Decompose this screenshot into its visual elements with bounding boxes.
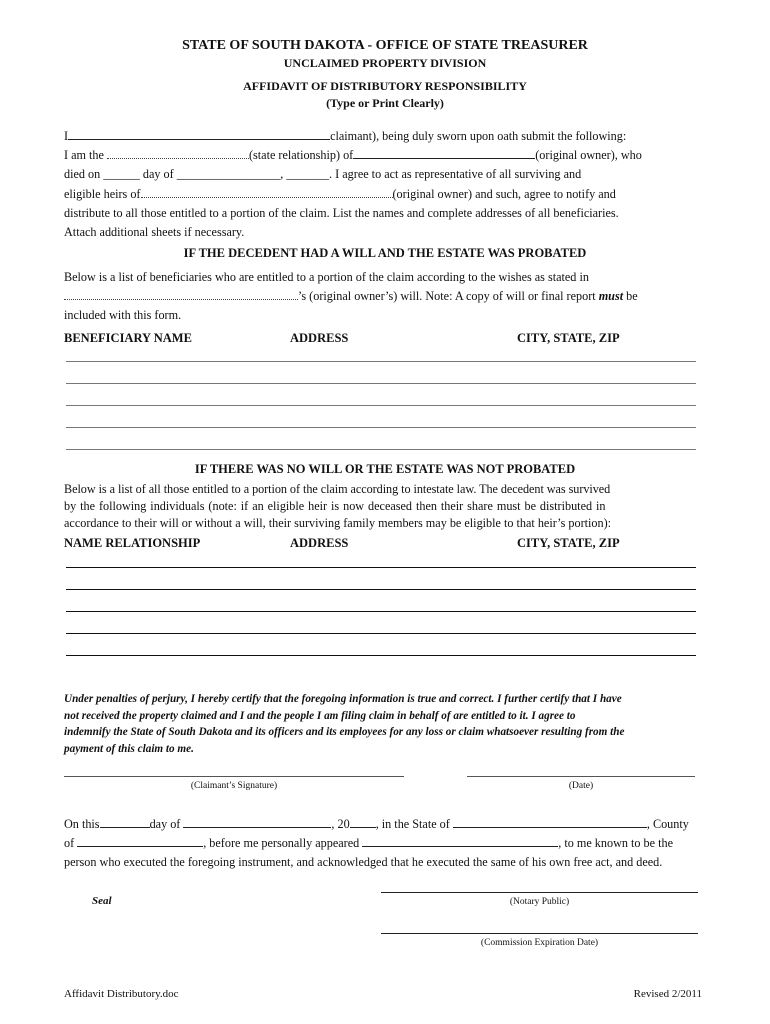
form-title: AFFIDAVIT OF DISTRIBUTORY RESPONSIBILITY [243, 79, 527, 93]
heir-entry-line[interactable] [66, 655, 696, 656]
no-will-line-3: accordance to their will or without a will, their surviving family members may be eligible to that heir’s portion): [64, 516, 612, 530]
notary-seal-label: Seal [92, 895, 112, 907]
will-section-heading: IF THE DECEDENT HAD A WILL AND THE ESTATE WAS PROBATED [183, 246, 587, 260]
will-line-2-emphasis: must [598, 289, 624, 303]
will-line-1: Below is a list of beneficiaries who are entitled to a portion of the claim according to the wishes as stated in [64, 270, 589, 284]
notary-month-field[interactable] [183, 815, 331, 828]
heir-entry-line[interactable] [66, 611, 696, 612]
signature-date-line[interactable] [467, 776, 695, 777]
heir-entry-line[interactable] [66, 589, 696, 590]
claimant-signature-label: (Claimant’s Signature) [190, 781, 278, 791]
intro-line-3: died on ______ day of _________________, _______. I agree to act as representative of all surviving and [64, 167, 582, 181]
notary-year-field[interactable] [350, 815, 376, 828]
beneficiary-entry-line[interactable] [66, 405, 696, 406]
notary-county-field[interactable] [77, 834, 203, 847]
beneficiary-entry-line[interactable] [66, 383, 696, 384]
notary-day-field[interactable] [100, 815, 150, 828]
intro-line-2-b: (state relationship) of [248, 148, 354, 162]
footer-revised: Revised 2/2011 [633, 988, 702, 1000]
notary-line-1-c: , 20 [331, 817, 350, 831]
will-line-3: included with this form. [64, 308, 182, 322]
beneficiary-city-column-header: CITY, STATE, ZIP [517, 331, 620, 345]
beneficiary-entry-line[interactable] [66, 361, 696, 362]
notary-line-1-d: , in the State of [375, 817, 450, 831]
heir-city-column-header: CITY, STATE, ZIP [517, 536, 620, 550]
notary-line-2-a: of [64, 836, 75, 850]
intro-line-4-a: eligible heirs of [64, 187, 141, 201]
intro-line-1-text: claimant), being duly sworn upon oath submit the following: [330, 129, 627, 143]
commission-expiration-label: (Commission Expiration Date) [480, 938, 599, 948]
commission-expiration-line[interactable] [381, 933, 698, 934]
no-will-section-heading: IF THERE WAS NO WILL OR THE ESTATE WAS NOT PROBATED [194, 462, 576, 476]
no-will-line-1: Below is a list of all those entitled to a portion of the claim according to intestate law. The decedent was survived [64, 482, 611, 496]
beneficiary-address-column-header: ADDRESS [290, 331, 349, 345]
division-name: UNCLAIMED PROPERTY DIVISION [283, 56, 487, 70]
intro-line-1 [64, 127, 626, 146]
heir-name-relationship-column-header: NAME RELATIONSHIP [64, 536, 201, 550]
will-line-2-b: be [623, 289, 638, 303]
notary-line-2 [64, 834, 673, 853]
claimant-name-field[interactable] [68, 127, 330, 140]
notary-line-1-a: On this [64, 817, 100, 831]
heir-address-column-header: ADDRESS [290, 536, 349, 550]
claimant-signature-line[interactable] [64, 776, 404, 777]
will-line-2 [64, 287, 638, 306]
notary-line-2-c: , to me known to be the [558, 836, 673, 850]
certification-line-4: payment of this claim to me. [64, 743, 194, 755]
original-owner-field[interactable] [353, 146, 535, 159]
intro-line-6: Attach additional sheets if necessary. [64, 225, 245, 239]
certification-line-2: not received the property claimed and I and the people I am filing claim in behalf of are entitled to it. I agree to [64, 710, 576, 722]
will-owner-field[interactable] [64, 287, 298, 300]
intro-line-5: distribute to all those entitled to a portion of the claim. List the names and complete addresses of all beneficiaries. [64, 206, 619, 220]
heir-entry-line[interactable] [66, 633, 696, 634]
form-instruction: (Type or Print Clearly) [326, 96, 444, 110]
heir-entry-line[interactable] [66, 567, 696, 568]
notary-line-2-b: , before me personally appeared [203, 836, 360, 850]
notary-line-3: person who executed the foregoing instrument, and acknowledged that he executed the same of his own free act, and deed. [64, 855, 663, 869]
signature-date-label: (Date) [568, 781, 594, 791]
notary-appeared-field[interactable] [362, 834, 558, 847]
intro-claimant-prefix: I [64, 129, 69, 143]
beneficiary-name-column-header: BENEFICIARY NAME [64, 331, 192, 345]
no-will-line-2: by the following individuals (note: if an eligible heir is now deceased then their share must be distributed in [64, 499, 606, 513]
beneficiary-entry-line[interactable] [66, 427, 696, 428]
intro-line-2-a: I am the [64, 148, 104, 162]
relationship-field[interactable] [107, 146, 249, 159]
page-title: STATE OF SOUTH DAKOTA - OFFICE OF STATE TREASURER [182, 38, 588, 53]
beneficiary-entry-line[interactable] [66, 449, 696, 450]
will-line-2-a: ’s (original owner’s) will. Note: A copy of will or final report [298, 289, 599, 303]
intro-line-4-b: (original owner) and such, agree to notify and [392, 187, 616, 201]
intro-line-2 [64, 146, 698, 165]
notary-line-1-e: , County [646, 817, 689, 831]
intro-line-4 [64, 185, 616, 204]
notary-public-label: (Notary Public) [509, 897, 570, 907]
certification-line-3: indemnify the State of South Dakota and its officers and its employees for any loss or claim whatsoever resulting from the [64, 726, 625, 738]
notary-line-1 [64, 815, 689, 834]
notary-state-field[interactable] [453, 815, 647, 828]
certification-line-1: Under penalties of perjury, I hereby certify that the foregoing information is true and correct. I further certify that I have [64, 693, 622, 705]
footer-filename: Affidavit Distributory.doc [64, 988, 179, 1000]
intro-line-2-c: (original owner), who [535, 148, 642, 162]
heirs-owner-field[interactable] [141, 185, 393, 198]
notary-public-signature-line[interactable] [381, 892, 698, 893]
notary-line-1-b: day of [149, 817, 181, 831]
